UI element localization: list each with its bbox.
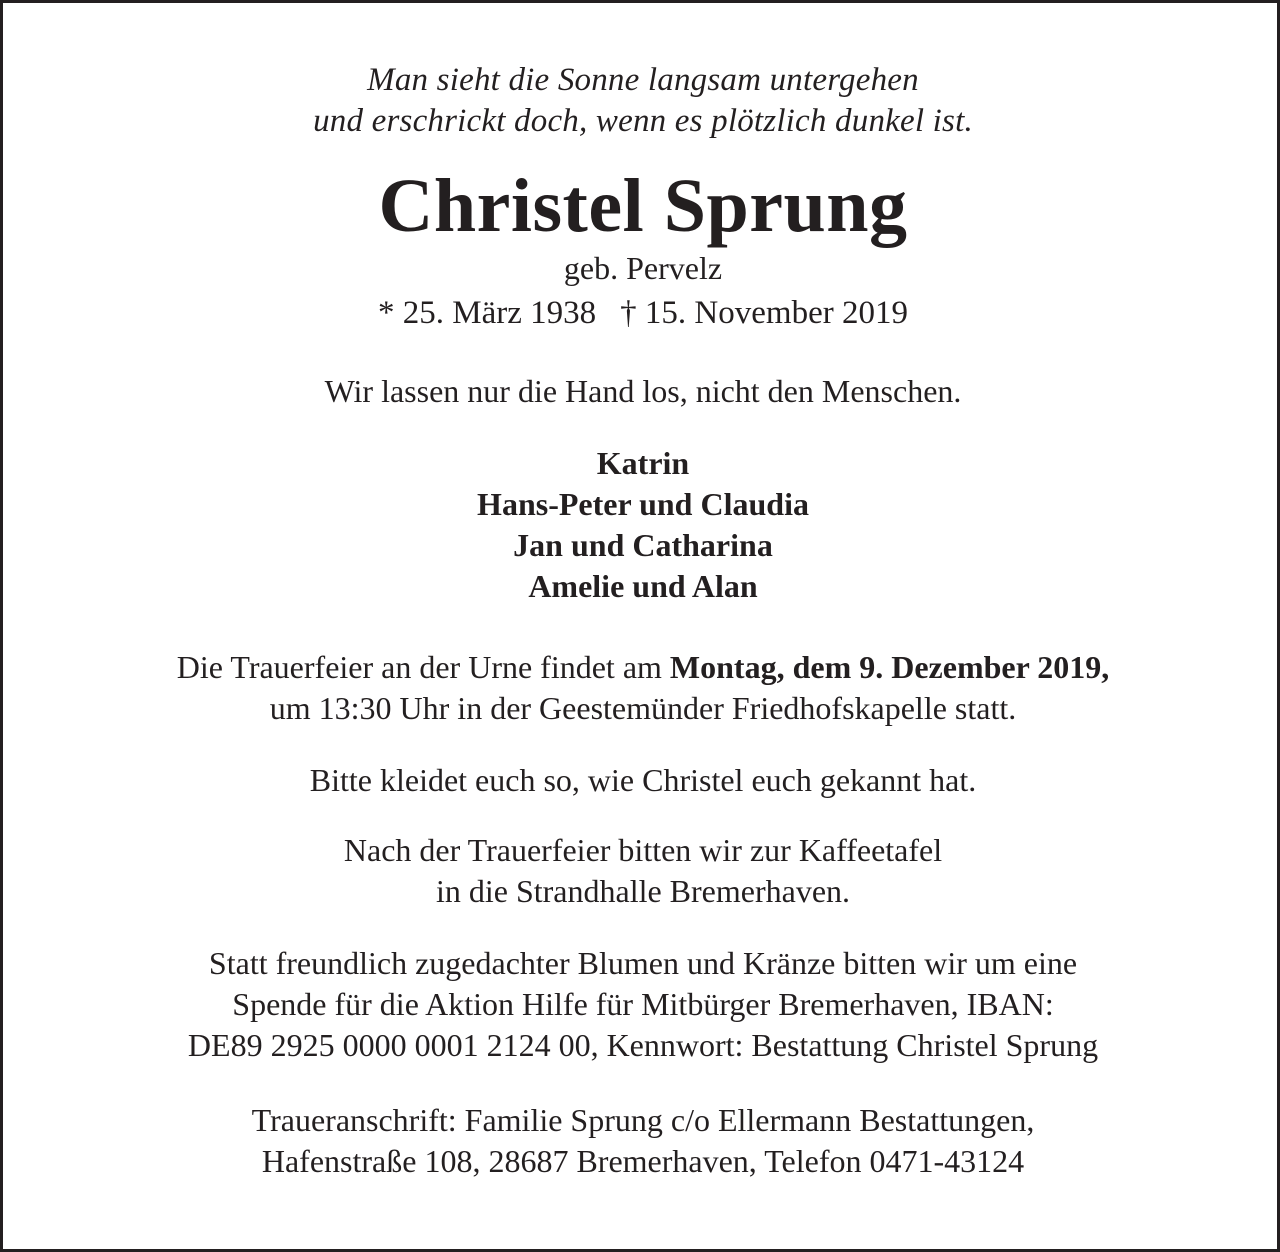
- maiden-name: geb. Pervelz: [563, 250, 723, 286]
- address-line-1: Traueranschrift: Familie Sprung c/o Ellermann Bestattungen,: [251, 1102, 1035, 1138]
- mourner-1: Katrin: [596, 445, 690, 481]
- life-dates: [3, 297, 1280, 330]
- dress-note: Bitte kleidet euch so, wie Christel euch gekannt hat.: [309, 762, 977, 798]
- ceremony-line-1: [3, 651, 1280, 683]
- ceremony-prefix: Die Trauerfeier an der Urne findet am: [176, 649, 670, 685]
- coffee-line-2: in die Strandhalle Bremerhaven.: [435, 873, 851, 909]
- deceased-name: Christel Sprung: [378, 164, 908, 248]
- coffee-line-1: Nach der Trauerfeier bitten wir zur Kaffeetafel: [343, 832, 943, 868]
- birth-date: * 25. März 1938: [378, 295, 597, 331]
- address-line-2: Hafenstraße 108, 28687 Bremerhaven, Telefon 0471-43124: [261, 1143, 1025, 1179]
- quote: Wir lassen nur die Hand los, nicht den Menschen.: [324, 373, 962, 409]
- death-date: † 15. November 2019: [620, 295, 908, 331]
- donation-line-2: Spende für die Aktion Hilfe für Mitbürger Bremerhaven, IBAN:: [232, 986, 1054, 1022]
- motto-line-2: und erschrickt doch, wenn es plötzlich dunkel ist.: [313, 103, 973, 139]
- mourner-2: Hans-Peter und Claudia: [477, 486, 809, 522]
- motto-line-1: Man sieht die Sonne langsam untergehen: [367, 62, 919, 98]
- donation-line-1: Statt freundlich zugedachter Blumen und Kränze bitten wir um eine: [208, 945, 1078, 981]
- ceremony-date: Montag, dem 9. Dezember 2019,: [669, 649, 1110, 685]
- mourner-4: Amelie und Alan: [528, 568, 758, 604]
- ceremony-line-2: um 13:30 Uhr in der Geestemünder Friedhofskapelle statt.: [269, 690, 1017, 726]
- donation-line-3: DE89 2925 0000 0001 2124 00, Kennwort: Bestattung Christel Sprung: [187, 1027, 1099, 1063]
- mourner-3: Jan und Catharina: [513, 527, 773, 563]
